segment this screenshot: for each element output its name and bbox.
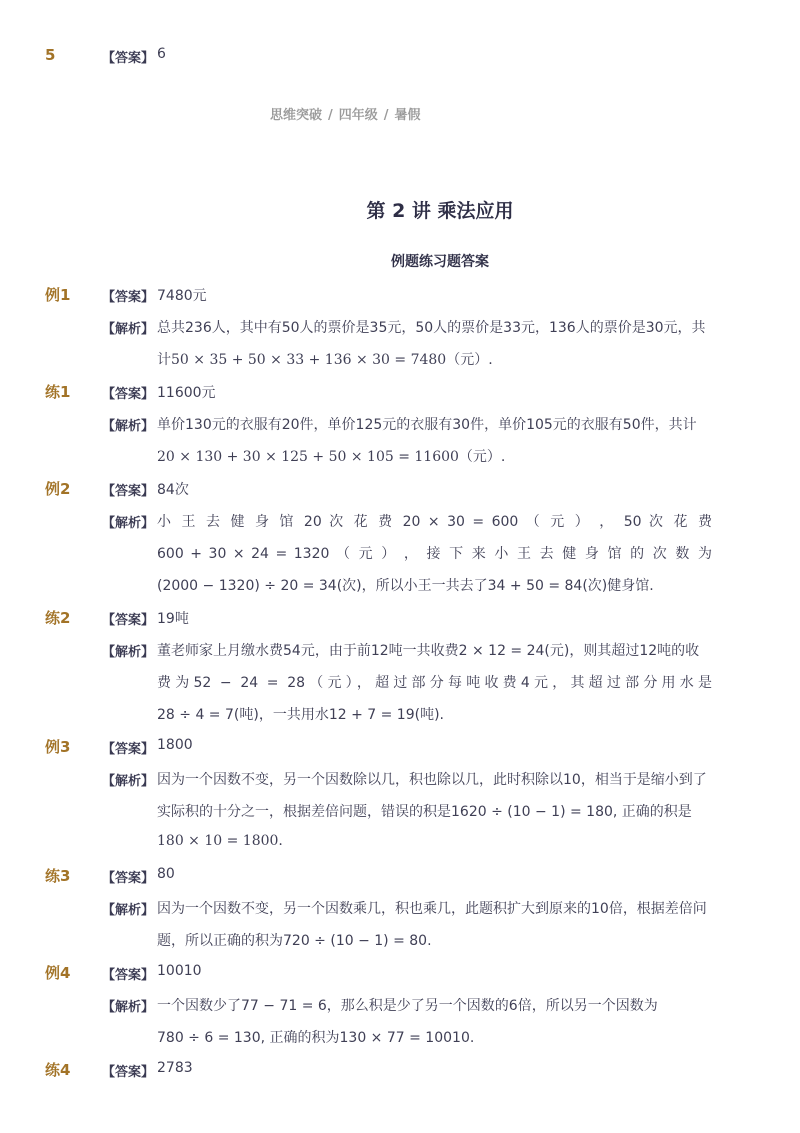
item-label: 例2 bbox=[45, 480, 71, 498]
answer-value: 2783 bbox=[157, 1060, 193, 1076]
explanation-tag: 【解析】 bbox=[102, 322, 155, 337]
explanation-line: 董老师家上月缴水费54元，由于前12吨一共收费2 × 12 = 24(元)，则其超过12吨的收 bbox=[157, 643, 700, 659]
answer-value: 7480元 bbox=[157, 288, 207, 304]
item-label: 例1 bbox=[45, 286, 71, 304]
explanation-line: 总共236人，其中有50人的票价是35元，50人的票价是33元，136人的票价是30元，共 bbox=[157, 320, 706, 336]
answer-tag: 【答案】 bbox=[102, 871, 155, 886]
answer-value: 19吨 bbox=[157, 611, 189, 627]
header-part: 思维突破 bbox=[270, 108, 323, 123]
answer-value: 10010 bbox=[157, 963, 202, 979]
section-subtitle: 例题练习题答案 bbox=[391, 254, 489, 270]
answer-tag: 【答案】 bbox=[102, 387, 155, 402]
explanation-line: 因为一个因数不变，另一个因数除以几，积也除以几，此时积除以10，相当于是缩小到了 bbox=[157, 772, 707, 788]
explanation-tag: 【解析】 bbox=[102, 516, 155, 531]
answer-value: 11600元 bbox=[157, 385, 216, 401]
item-label: 练4 bbox=[45, 1061, 71, 1079]
item-label: 练2 bbox=[45, 609, 71, 627]
lecture-title: 第 2 讲 乘法应用 bbox=[366, 200, 514, 222]
explanation-line: 小 王 去 健 身 馆 20 次 花 费 20 × 30 = 600 （ 元 ） ， 50 次 花 费 bbox=[157, 514, 713, 530]
answer-tag: 【答案】 bbox=[102, 742, 155, 757]
explanation-line: 780 ÷ 6 = 130, 正确的积为130 × 77 = 10010. bbox=[157, 1030, 475, 1046]
explanation-tag: 【解析】 bbox=[102, 419, 155, 434]
answer-tag: 【答案】 bbox=[102, 1065, 155, 1080]
item-number: 5 bbox=[45, 46, 56, 64]
answer-tag: 【答案】 bbox=[102, 613, 155, 628]
explanation-line: (2000 − 1320) ÷ 20 = 34(次)，所以小王一共去了34 + 50 = 84(次)健身馆. bbox=[157, 578, 654, 594]
explanation-tag: 【解析】 bbox=[102, 1000, 155, 1015]
answer-tag: 【答案】 bbox=[102, 484, 155, 499]
answer-tag: 【答案】 bbox=[102, 51, 155, 66]
explanation-line: 因为一个因数不变，另一个因数乘几，积也乘几，此题积扩大到原来的10倍，根据差倍问 bbox=[157, 901, 707, 917]
explanation-line: 一个因数少了77 − 71 = 6，那么积是少了另一个因数的6倍，所以另一个因数为 bbox=[157, 998, 658, 1014]
explanation-tag: 【解析】 bbox=[102, 903, 155, 918]
answer-value: 1800 bbox=[157, 737, 193, 753]
explanation-line: 题，所以正确的积为720 ÷ (10 − 1) = 80. bbox=[157, 933, 432, 949]
answer-value: 6 bbox=[157, 46, 166, 62]
item-label: 练3 bbox=[45, 867, 71, 885]
explanation-line: 实际积的十分之一，根据差倍问题，错误的积是1620 ÷ (10 − 1) = 180, 正确的积是 bbox=[157, 804, 692, 820]
explanation-tag: 【解析】 bbox=[102, 774, 155, 789]
explanation-line: 计50 × 35 + 50 × 33 + 136 × 30 = 7480（元）. bbox=[157, 352, 493, 368]
explanation-line: 28 ÷ 4 = 7(吨)，一共用水12 + 7 = 19(吨). bbox=[157, 707, 444, 723]
item-label: 例4 bbox=[45, 964, 71, 982]
answer-value: 84次 bbox=[157, 482, 189, 498]
answer-tag: 【答案】 bbox=[102, 968, 155, 983]
explanation-line: 单价130元的衣服有20件，单价125元的衣服有30件，单价105元的衣服有50件，共计 bbox=[157, 417, 697, 433]
answer-tag: 【答案】 bbox=[102, 290, 155, 305]
explanation-tag: 【解析】 bbox=[102, 645, 155, 660]
running-header bbox=[270, 104, 421, 123]
explanation-line: 180 × 10 = 1800. bbox=[157, 833, 283, 849]
header-part: 四年级 bbox=[338, 108, 378, 123]
item-label: 例3 bbox=[45, 738, 71, 756]
item-label: 练1 bbox=[45, 383, 71, 401]
header-separator: / bbox=[328, 108, 333, 123]
header-part: 暑假 bbox=[394, 108, 421, 123]
answer-value: 80 bbox=[157, 866, 175, 882]
explanation-line: 费为52 − 24 = 28（元），超过部分每吨收费4元，其超过部分用水是 bbox=[157, 675, 712, 691]
header-separator: / bbox=[383, 108, 389, 123]
explanation-line: 20 × 130 + 30 × 125 + 50 × 105 = 11600（元）. bbox=[157, 449, 506, 465]
explanation-line: 600 + 30 × 24 = 1320 （ 元 ） ， 接 下 来 小 王 去 健 身 馆 的 次 数 为 bbox=[157, 546, 712, 562]
